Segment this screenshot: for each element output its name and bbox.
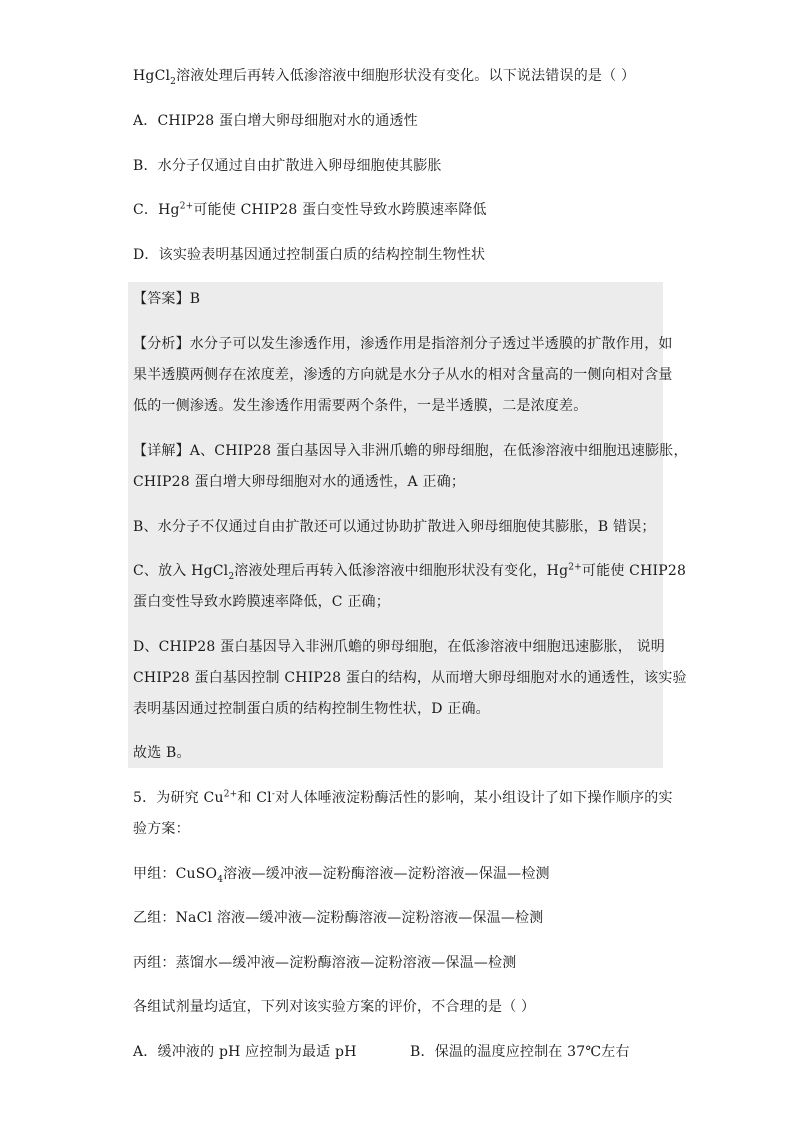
detail-c-text: C、放入 HgCl [133, 563, 229, 579]
detail-a-line-1: 【详解】A、CHIP28 蛋白基因导入非洲爪蟾的卵母细胞，在低渗溶液中细胞迅速膨胀， [133, 443, 688, 459]
detail-c-text-mid: 溶液处理后再转入低渗溶液中细胞形状没有变化，Hg [234, 563, 569, 579]
question-5-prompt: 各组试剂量均适宜，下列对该实验方案的评价，不合理的是（ ） [133, 999, 536, 1015]
group-bing-line: 丙组：蒸馏水—缓冲液—淀粉酶溶液—淀粉溶液—保温—检测 [133, 955, 517, 971]
q4-option-c-text-cont: 可能使 CHIP28 蛋白变性导致水跨膜速率降低 [193, 202, 487, 218]
question-5-stem-line-1 [133, 788, 673, 808]
q4-stem-text: HgCl [133, 68, 171, 84]
question-5-option-a: A．缓冲液的 pH 应控制为最适 pH [133, 1044, 357, 1060]
question-5-option-b: B．保温的温度应控制在 37℃左右 [410, 1044, 630, 1060]
detail-c-subscript: 2 [228, 571, 235, 582]
question-4-option-c [133, 200, 487, 220]
detail-b-line: B、水分子不仅通过自由扩散还可以通过协助扩散进入卵母细胞使其膨胀，B 错误； [133, 519, 656, 535]
q5-cu-superscript: 2+ [223, 789, 238, 800]
detail-d-line-2: CHIP28 蛋白基因控制 CHIP28 蛋白的结构，从而增大卵母细胞对水的通透性，该实验 [133, 670, 687, 686]
analysis-line-3: 低的一侧渗透。发生渗透作用需要两个条件，一是半透膜，二是浓度差。 [133, 398, 588, 414]
group-yi-line: 乙组：NaCl 溶液—缓冲液—淀粉酶溶液—淀粉溶液—保温—检测 [133, 910, 544, 926]
question-4-stem-tail [133, 66, 635, 86]
q4-option-c-superscript: 2+ [179, 201, 194, 212]
question-4-option-d: D．该实验表明基因通过控制蛋白质的结构控制生物性状 [133, 247, 486, 263]
q4-stem-subscript: 2 [170, 76, 177, 87]
detail-c-text-end: 可能使 CHIP28 [581, 563, 687, 579]
q5-cl-superscript: - [271, 789, 276, 800]
detail-c-line-2: 蛋白变性导致水跨膜速率降低，C 正确； [133, 594, 390, 610]
group-jia-subscript: 4 [217, 874, 224, 885]
analysis-line-2: 果半透膜两侧存在浓度差，渗透的方向就是水分子从水的相对含量高的一侧向相对含量 [133, 367, 673, 383]
q4-stem-text-cont: 溶液处理后再转入低渗溶液中细胞形状没有变化。以下说法错误的是（ ） [176, 68, 636, 84]
q5-stem-text-end: 对人体唾液淀粉酶活性的影响，某小组设计了如下操作顺序的实 [275, 790, 673, 806]
analysis-line-1: 【分析】水分子可以发生渗透作用，渗透作用是指溶剂分子透过半透膜的扩散作用，如 [133, 336, 673, 352]
answer-line: 【答案】B [133, 291, 201, 307]
group-jia-text-cont: 溶液—缓冲液—淀粉酶溶液—淀粉溶液—保温—检测 [223, 866, 550, 882]
detail-d-line-3: 表明基因通过控制蛋白质的结构控制生物性状，D 正确。 [133, 701, 490, 717]
q4-option-c-text: C．Hg [133, 202, 180, 218]
question-4-option-b: B．水分子仅通过自由扩散进入卵母细胞使其膨胀 [133, 158, 442, 174]
detail-c-superscript: 2+ [568, 562, 582, 573]
q5-stem-text-mid: 和 Cl [237, 790, 272, 806]
q5-stem-text: 5．为研究 Cu [133, 790, 224, 806]
conclusion-line: 故选 B。 [133, 745, 191, 761]
group-jia-line [133, 864, 550, 884]
detail-a-line-2: CHIP28 蛋白增大卵母细胞对水的通透性，A 正确； [133, 474, 466, 490]
question-4-option-a: A．CHIP28 蛋白增大卵母细胞对水的通透性 [133, 113, 418, 129]
detail-d-line-1: D、CHIP28 蛋白基因导入非洲爪蟾的卵母细胞，在低渗溶液中细胞迅速膨胀， 说明 [133, 639, 666, 655]
detail-c-line-1 [133, 561, 686, 581]
question-5-stem-line-2: 验方案： [133, 821, 190, 837]
group-jia-text: 甲组：CuSO [133, 866, 218, 882]
